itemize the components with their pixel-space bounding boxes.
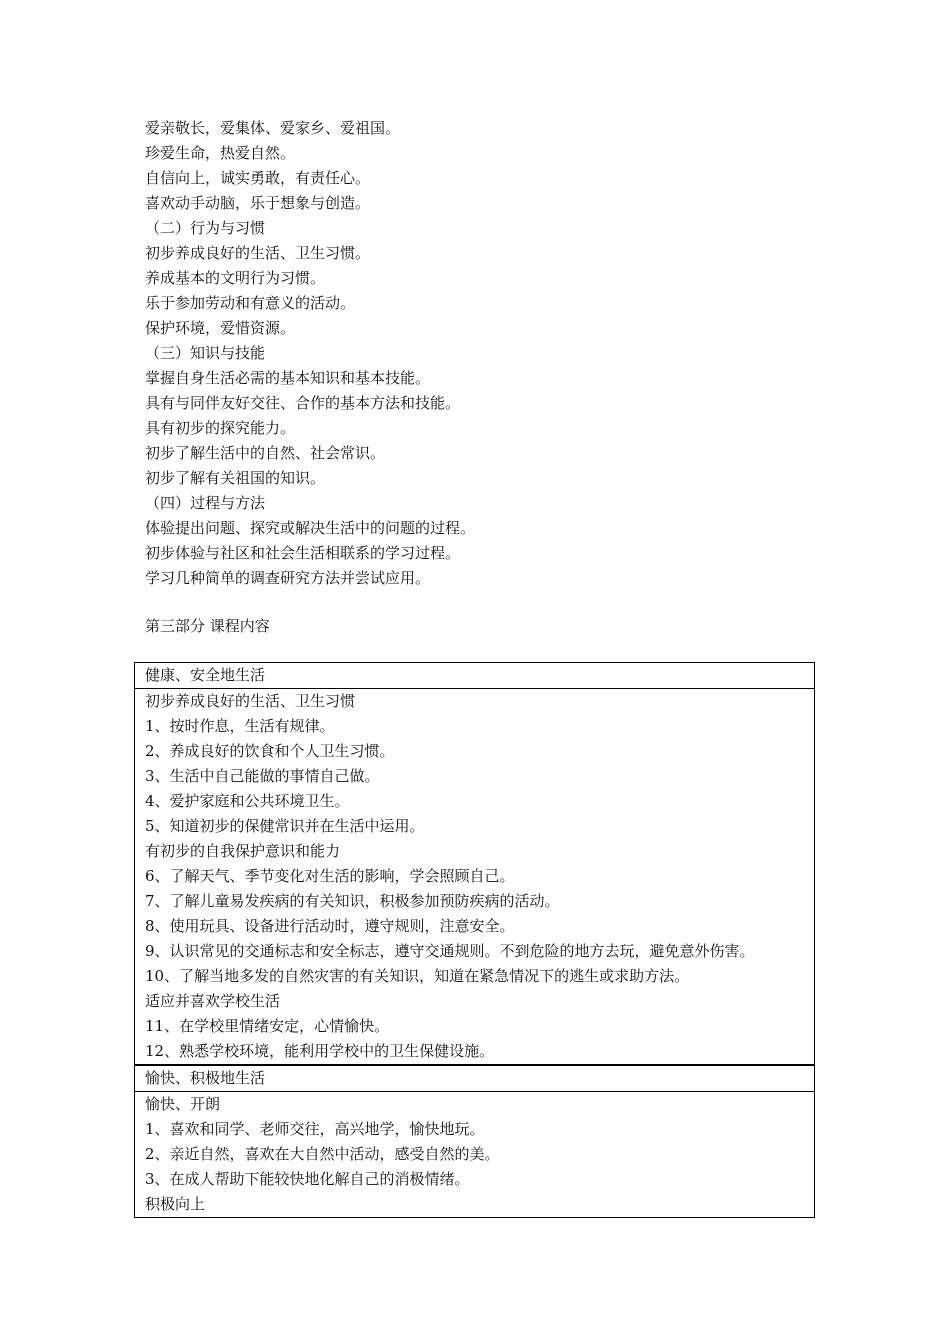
text-line: 体验提出问题、探究或解决生活中的问题的过程。 [145,519,476,537]
course-content-table [134,662,815,1218]
table-item: 2、亲近自然，喜欢在大自然中活动，感受自然的美。 [145,1145,500,1163]
table-header-health-safety: 健康、安全地生活 [135,663,814,689]
text-line: 掌握自身生活必需的基本知识和基本技能。 [145,369,431,387]
text-line: 珍爱生命，热爱自然。 [145,144,296,162]
table-item: 7、了解儿童易发疾病的有关知识，积极参加预防疾病的活动。 [145,892,560,910]
table-subheading: 愉快、开朗 [145,1095,221,1113]
subsection-heading: （三）知识与技能 [145,344,266,362]
table-subheading: 初步养成良好的生活、卫生习惯 [145,692,356,710]
text-line: 具有初步的探究能力。 [145,419,296,437]
table-item: 8、使用玩具、设备进行活动时，遵守规则，注意安全。 [145,917,515,935]
text-line: 喜欢动手动脑，乐于想象与创造。 [145,194,371,212]
table-header-happy-positive: 愉快、积极地生活 [135,1065,814,1092]
table-item: 5、知道初步的保健常识并在生活中运用。 [145,817,425,835]
subsection-heading: （二）行为与习惯 [145,219,266,237]
text-line: 学习几种简单的调查研究方法并尝试应用。 [145,569,431,587]
intro-text-block [145,116,825,591]
subsection-heading: （四）过程与方法 [145,494,266,512]
table-item: 11、在学校里情绪安定，心情愉快。 [145,1017,390,1035]
table-subheading: 有初步的自我保护意识和能力 [145,842,341,860]
text-line: 乐于参加劳动和有意义的活动。 [145,294,356,312]
text-line: 初步养成良好的生活、卫生习惯。 [145,244,371,262]
table-item: 12、熟悉学校环境，能利用学校中的卫生保健设施。 [145,1042,495,1060]
table-body-health-safety [135,689,814,1065]
table-body-happy-positive [135,1092,814,1217]
table-item: 1、喜欢和同学、老师交往，高兴地学，愉快地玩。 [145,1120,485,1138]
table-item: 3、生活中自己能做的事情自己做。 [145,767,380,785]
table-item: 3、在成人帮助下能较快地化解自己的消极情绪。 [145,1170,470,1188]
table-item: 4、爱护家庭和公共环境卫生。 [145,792,350,810]
table-item: 1、按时作息，生活有规律。 [145,717,335,735]
text-line: 具有与同伴友好交往、合作的基本方法和技能。 [145,394,461,412]
table-subheading: 适应并喜欢学校生活 [145,992,281,1010]
text-line: 养成基本的文明行为习惯。 [145,269,326,287]
section-title: 第三部分 课程内容 [145,617,270,635]
table-item: 10、了解当地多发的自然灾害的有关知识，知道在紧急情况下的逃生或求助方法。 [145,967,690,985]
text-line: 自信向上，诚实勇敢，有责任心。 [145,169,371,187]
text-line: 爱亲敬长，爱集体、爱家乡、爱祖国。 [145,119,401,137]
table-item: 6、了解天气、季节变化对生活的影响，学会照顾自己。 [145,867,515,885]
text-line: 保护环境，爱惜资源。 [145,319,296,337]
table-item: 2、养成良好的饮食和个人卫生习惯。 [145,742,395,760]
table-subheading: 积极向上 [145,1195,206,1213]
text-line: 初步了解有关祖国的知识。 [145,469,326,487]
text-line: 初步体验与社区和社会生活相联系的学习过程。 [145,544,461,562]
text-line: 初步了解生活中的自然、社会常识。 [145,444,386,462]
table-item: 9、认识常见的交通标志和安全标志，遵守交通规则。不到危险的地方去玩，避免意外伤害。 [145,942,755,960]
